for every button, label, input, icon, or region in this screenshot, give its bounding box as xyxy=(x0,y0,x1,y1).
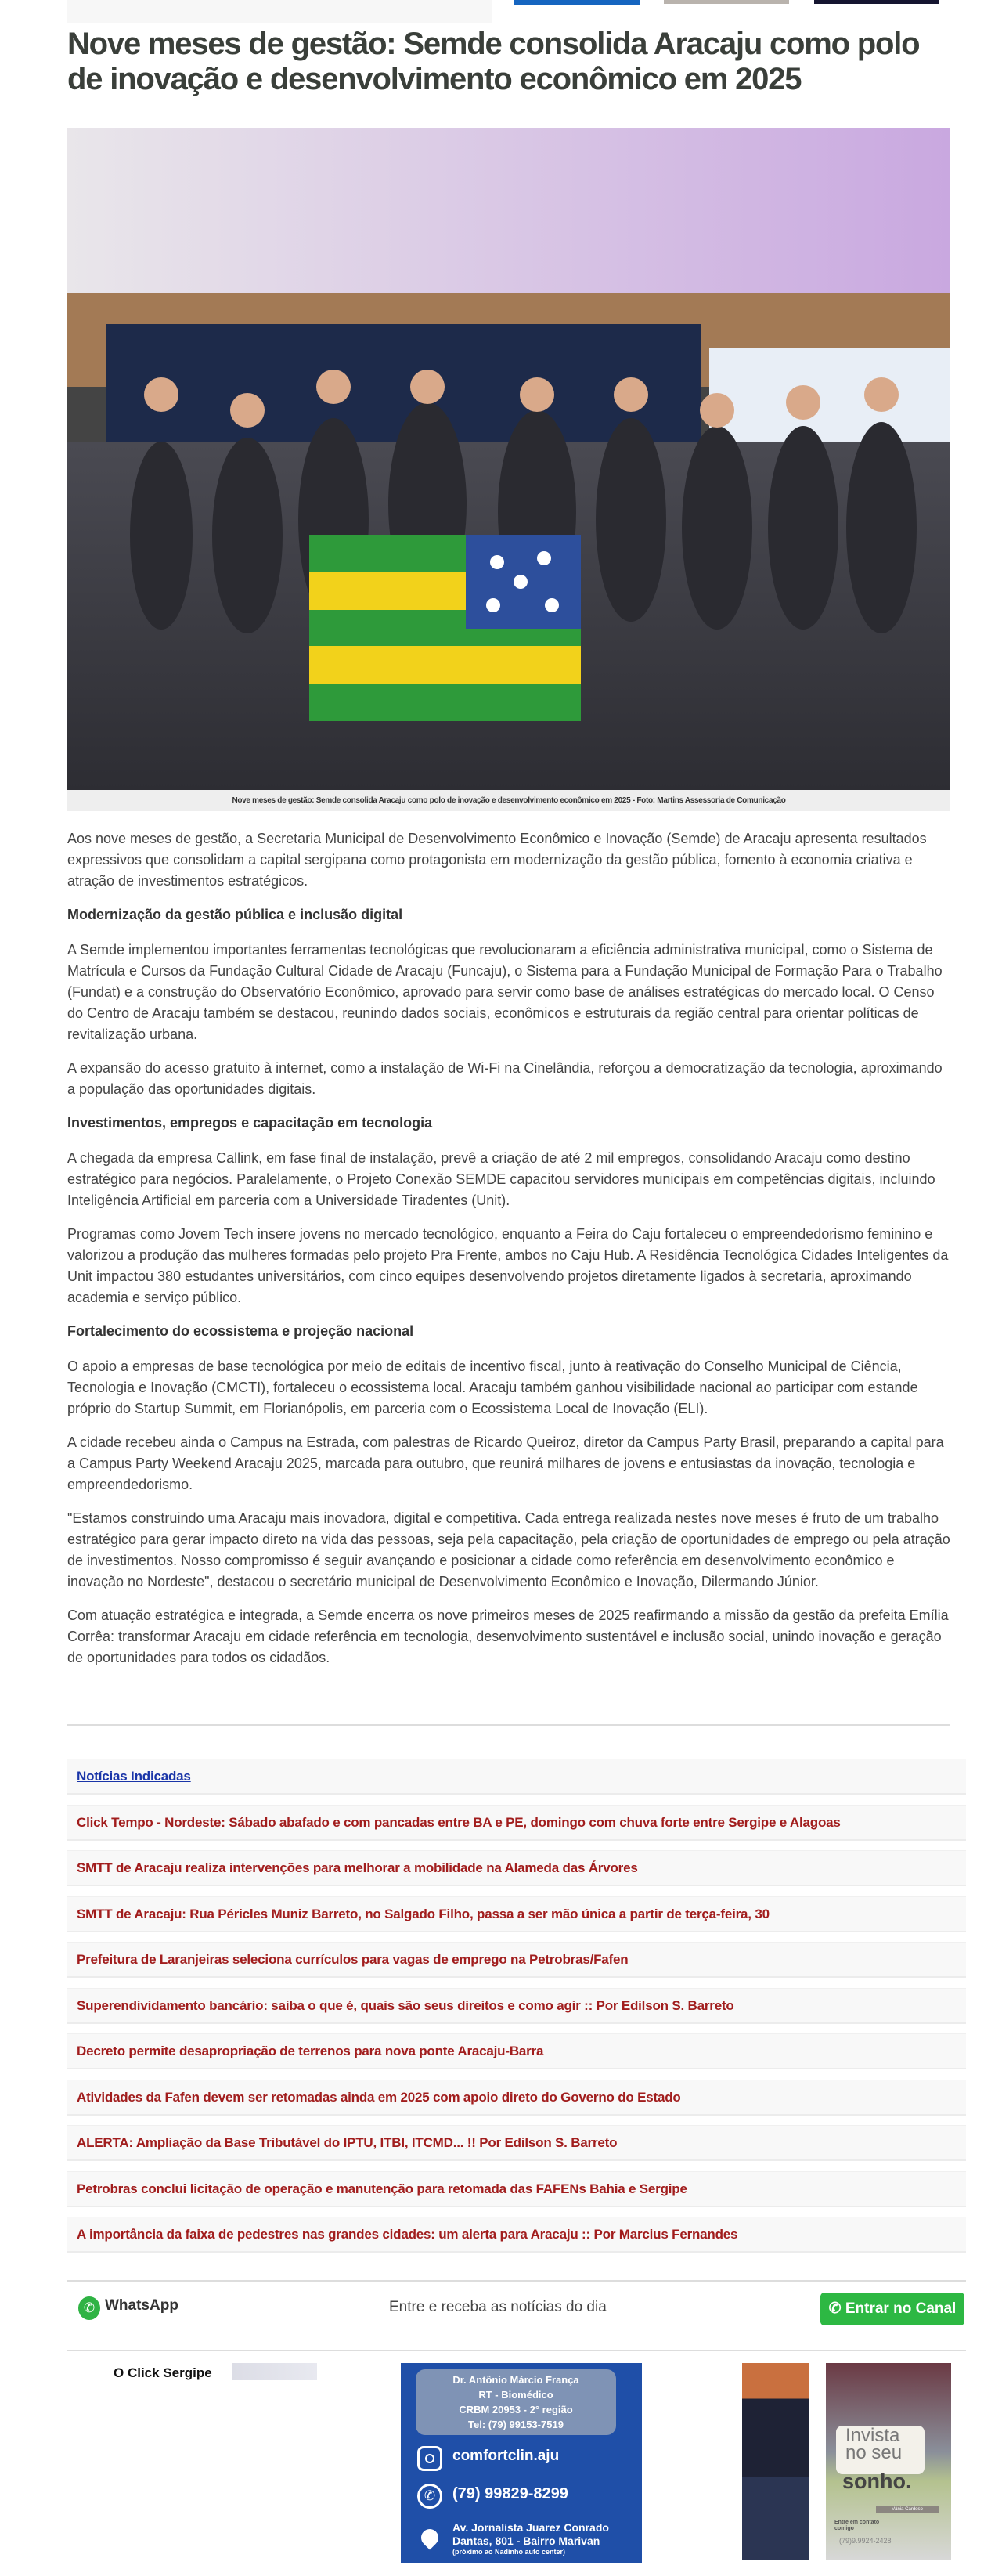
realty-agent-name: Vânia Cardoso xyxy=(876,2506,939,2513)
paragraph: A expansão do acesso gratuito à internet, como a instalação de Wi-Fi na Cinelândia, reforçou a democratização da tecnologia, aproximando a população das oportunidades digitais. xyxy=(67,1060,943,1097)
instagram-icon xyxy=(417,2446,442,2471)
ad-click-sergipe[interactable] xyxy=(114,2363,317,2380)
section-heading: Investimentos, empregos e capacitação em tecnologia xyxy=(67,1115,433,1131)
top-banner-placeholder[interactable] xyxy=(67,0,492,23)
article-body xyxy=(67,828,950,1681)
realty-headline-bold: sonho. xyxy=(842,2470,912,2493)
clinic-instagram: comfortclin.aju xyxy=(452,2448,560,2464)
related-link[interactable]: ALERTA: Ampliação da Base Tributável do IPTU, ITBI, ITCMD... !! Por Edilson S. Barreto xyxy=(67,2125,966,2161)
paragraph: Aos nove meses de gestão, a Secretaria Municipal de Desenvolvimento Econômico e Inovação (Semde) de Aracaju apresenta resultados expressivos que consolidam a capital sergipana como protagonista em modernização da gestão pública, fomento à economia criativa e atração de investimentos estratégicos. xyxy=(67,831,927,889)
related-link[interactable]: SMTT de Aracaju realiza intervenções para melhorar a mobilidade na Alameda das Árvores xyxy=(67,1850,966,1886)
section-heading: Modernização da gestão pública e inclusão digital xyxy=(67,907,403,922)
clinic-tel: Tel: (79) 99153-7519 xyxy=(468,2419,564,2430)
clinic-info-box xyxy=(416,2369,616,2435)
article-title: Nove meses de gestão: Semde consolida Aracaju como polo de inovação e desenvolvimento econômico em 2025 xyxy=(67,27,920,96)
ad-logo-text: O Click Sergipe xyxy=(114,2365,212,2380)
ad-realty[interactable] xyxy=(705,2363,935,2560)
sergipe-flag xyxy=(309,535,581,721)
clinic-role: RT - Biomédico xyxy=(478,2389,553,2401)
person-photo xyxy=(742,2363,809,2560)
paragraph: A chegada da empresa Callink, em fase final de instalação, prevê a criação de até 2 mil empregos, consolidando Aracaju como destino estratégico para negócios. Paralelamente, o Projeto Conexão SEMDE capacitou servidores municipais em competências digitais, incluindo Inteligência Artificial em parceria com a Universidade Tiradentes (Unit). xyxy=(67,1150,935,1208)
related-link[interactable]: Click Tempo - Nordeste: Sábado abafado e com pancadas entre BA e PE, domingo com chuva forte entre Sergipe e Alagoas xyxy=(67,1805,966,1841)
related-link[interactable]: Decreto permite desapropriação de terrenos para nova ponte Aracaju-Barra xyxy=(67,2033,966,2069)
quote-paragraph: "Estamos construindo uma Aracaju mais inovadora, digital e competitiva. Cada entrega realizada nestes nove meses é fruto de um trabalho estratégico para gerar impacto direto na vida das pessoas, seja pela capacitação, pela criação de oportunidades de emprego ou pela atração de investimentos. Nosso compromisso é seguir avançando e posicionar a cidade como referência em desenvolvimento econômico e inovação no Nordeste", destacou o secretário municipal de Desenvolvimento Econômico e Inovação, Dilermando Júnior. xyxy=(67,1510,950,1589)
clinic-phone: (79) 99829-8299 xyxy=(452,2485,568,2502)
related-link[interactable]: Petrobras conclui licitação de operação e manutenção para retomada das FAFENs Bahia e Sergipe xyxy=(67,2171,966,2207)
photo-caption: Nove meses de gestão: Semde consolida Aracaju como polo de inovação e desenvolvimento econômico em 2025 - Foto: Martins Assessoria de Comunicação xyxy=(67,790,950,811)
location-pin-icon xyxy=(417,2525,442,2549)
related-link[interactable]: SMTT de Aracaju: Rua Péricles Muniz Barreto, no Salgado Filho, passa a ser mão única a partir de terça-feira, 30 xyxy=(67,1896,966,1932)
clinic-crbm: CRBM 20953 - 2° região xyxy=(459,2404,573,2415)
clinic-doctor: Dr. Antônio Márcio França xyxy=(452,2374,579,2386)
divider xyxy=(67,2350,966,2351)
paragraph: Com atuação estratégica e integrada, a Semde encerra os nove primeiros meses de 2025 reafirmando a missão da gestão da prefeita Emília Corrêa: transformar Aracaju em cidade referência em tecnologia, desenvolvimento sustentável e inclusão social, unindo inovação e geração de oportunidades para todos os cidadãos. xyxy=(67,1607,949,1665)
related-link[interactable]: Superendividamento bancário: saiba o que é, quais são seus direitos e como agir :: Por Edilson S. Barreto xyxy=(67,1988,966,2024)
join-channel-label: Entrar no Canal xyxy=(845,2300,957,2317)
address-line: Dantas, 801 - Bairro Marivan xyxy=(452,2535,600,2547)
divider xyxy=(67,1724,950,1726)
top-banner-blue[interactable] xyxy=(514,0,640,5)
paragraph: Programas como Jovem Tech insere jovens no mercado tecnológico, enquanto a Feira do Caju fortaleceu o empreendedorismo feminino e valorizou a produção das mulheres formadas pelo projeto Pra Frente, ambos no Caju Hub. A Residência Tecnológica Cidades Inteligentes da Unit impactou 380 estudantes universitários, com cinco equipes desenvolvendo projetos diretamente ligados à secretaria, aproximando academia e serviço público. xyxy=(67,1226,949,1305)
realty-contact: Entre em contato comigo xyxy=(834,2520,880,2531)
divider xyxy=(67,2280,966,2282)
realty-phone: (79)9.9924-2428 xyxy=(839,2537,892,2545)
headline-line: Invista xyxy=(845,2425,900,2446)
related-heading-link[interactable]: Notícias Indicadas xyxy=(67,1759,966,1795)
whatsapp-promo-text: Entre e receba as notícias do dia xyxy=(389,2299,607,2315)
paragraph: O apoio a empresas de base tecnológica por meio de editais de incentivo fiscal, junto à reativação do Conselho Municipal de Ciência, Tecnologia e Inovação (CMCTI), fortaleceu o ecossistema local. Aracaju também ganhou visibilidade nacional ao participar com estande próprio do Startup Summit, em Florianópolis, em parceria com o Ecossistema Local de Inovação (ELI). xyxy=(67,1358,918,1416)
related-link[interactable]: A importância da faixa de pedestres nas grandes cidades: um alerta para Aracaju :: Por Marcius Fernandes xyxy=(67,2217,966,2253)
realty-headline xyxy=(845,2427,902,2462)
whatsapp-icon: ✆ xyxy=(417,2484,442,2509)
paragraph: A Semde implementou importantes ferramentas tecnológicas que revolucionaram a eficiência administrativa municipal, como o Sistema de Matrícula e Cursos da Fundação Cultural Cidade de Aracaju (Funcaju), o Sistema para a Fundação Municipal de Formação Para o Trabalho (Fundat) e a construção do Observatório Econômico, aprovado para servir como base de análises estratégicas do mercado local. O Censo do Centro de Aracaju também se destacou, reunindo dados sociais, econômicos e estruturais da região central para orientar políticas de revitalização urbana. xyxy=(67,942,943,1042)
related-link[interactable]: Prefeitura de Laranjeiras seleciona currículos para vagas de emprego na Petrobras/Fafen xyxy=(67,1942,966,1978)
whatsapp-icon: ✆ xyxy=(78,2296,100,2320)
ad-comfortclin[interactable] xyxy=(401,2363,642,2563)
section-heading: Fortalecimento do ecossistema e projeção nacional xyxy=(67,1323,414,1339)
whatsapp-label: WhatsApp xyxy=(105,2297,178,2314)
top-banner-image[interactable] xyxy=(664,0,789,4)
top-banner-dark[interactable] xyxy=(814,0,939,4)
paragraph: A cidade recebeu ainda o Campus na Estrada, com palestras de Ricardo Queiroz, diretor da Campus Party Brasil, preparando a capital para a Campus Party Weekend Aracaju 2025, marcada para outubro, que reunirá milhares de jovens e entusiastas da inovação, tecnologia e empreendedorismo. xyxy=(67,1434,944,1492)
address-line: Av. Jornalista Juarez Conrado xyxy=(452,2521,609,2534)
article-photo xyxy=(67,128,950,790)
join-channel-button[interactable] xyxy=(820,2293,964,2325)
whatsapp-icon: ✆ xyxy=(828,2300,845,2317)
address-note: (próximo ao Nadinho auto center) xyxy=(452,2548,566,2556)
clinic-address xyxy=(452,2521,609,2556)
related-link[interactable]: Atividades da Fafen devem ser retomadas ainda em 2025 com apoio direto do Governo do Estado xyxy=(67,2080,966,2116)
headline-line: no seu xyxy=(845,2442,903,2463)
